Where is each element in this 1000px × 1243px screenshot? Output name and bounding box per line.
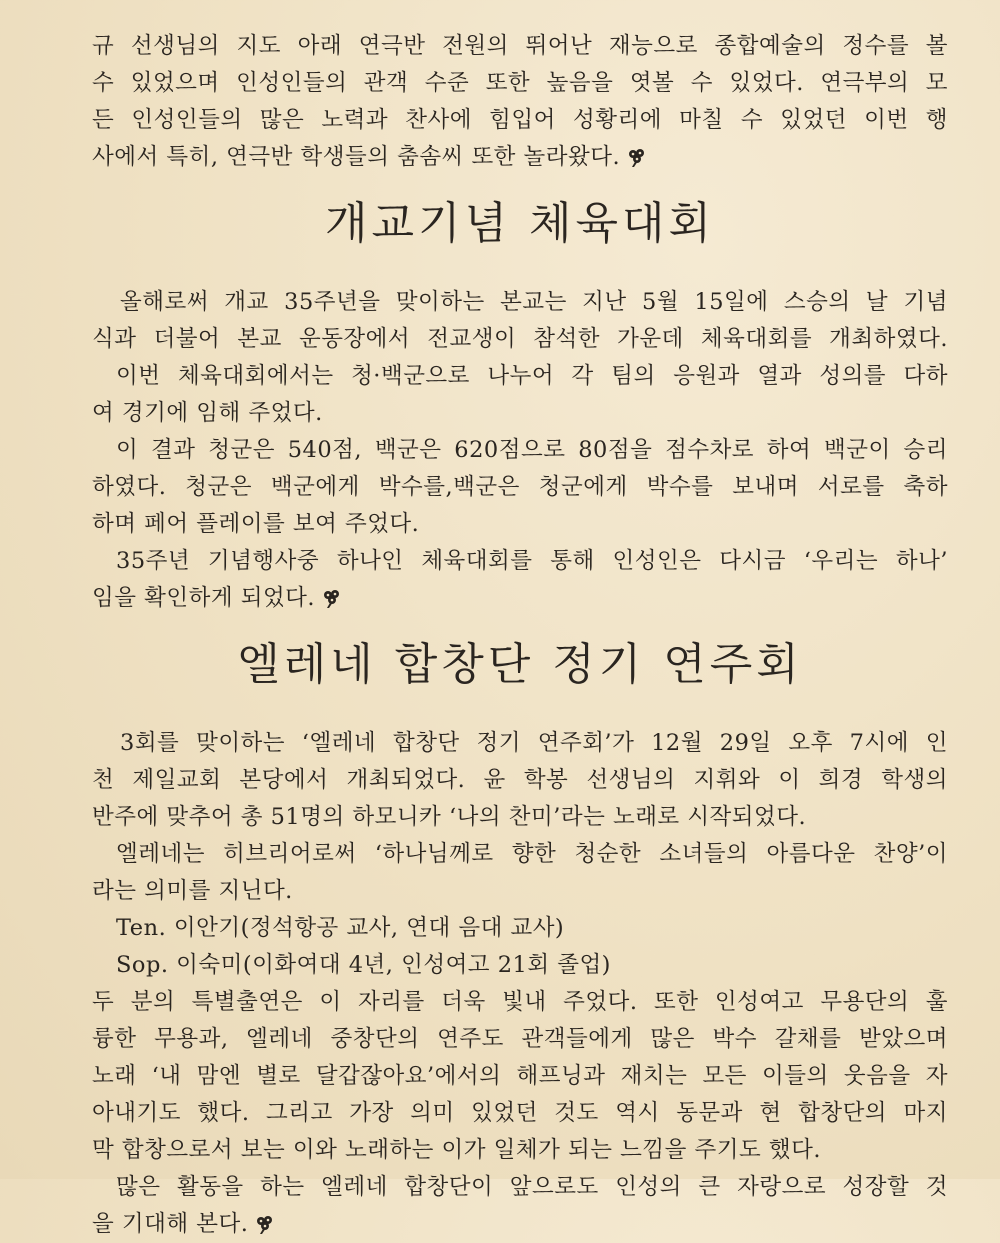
section-title-sports-day: 개교기념 체육대회 bbox=[324, 198, 716, 249]
section-title-choir-concert: 엘레네 합창단 정기 연주회 bbox=[237, 639, 803, 690]
body-line: 라는 의미를 지닌다. bbox=[92, 878, 293, 904]
body-line: 을 기대해 본다. bbox=[92, 1206, 948, 1243]
intro-line: 수 있었으며 인성인들의 관객 수준 또한 높음을 엿볼 수 있었다. 연극부의 모 bbox=[92, 70, 948, 96]
performer-line-tenor: Ten. 이안기(정석항공 교사, 연대 음대 교사) bbox=[116, 915, 565, 941]
body-line: 륭한 무용과, 엘레네 중창단의 연주도 관객들에게 많은 박수 갈채를 받았으며 bbox=[92, 1026, 948, 1052]
article-page bbox=[92, 28, 948, 1243]
body-line: 3회를 맞이하는 ‘엘레네 합창단 정기 연주회’가 12월 29일 오후 7시에 인 bbox=[120, 730, 948, 756]
body-line: 막 합창으로서 보는 이와 노래하는 이가 일체가 되는 느낌을 주기도 했다. bbox=[92, 1137, 821, 1163]
body-line: 반주에 맞추어 총 51명의 하모니카 ‘나의 찬미’라는 노래로 시작되었다. bbox=[92, 804, 807, 830]
body-line: 하였다. 청군은 백군에게 박수를,백군은 청군에게 박수를 보내며 서로를 축하 bbox=[92, 474, 948, 500]
intro-line: 사에서 특히, 연극반 학생들의 춤솜씨 또한 놀라왔다. bbox=[92, 139, 948, 176]
choir-concert-body bbox=[92, 725, 948, 1243]
body-line: 하며 페어 플레이를 보여 주었다. bbox=[92, 511, 420, 537]
body-line: 많은 활동을 하는 엘레네 합창단이 앞으로도 인성의 큰 자랑으로 성장할 것 bbox=[116, 1174, 948, 1200]
clover-ornament-icon bbox=[626, 147, 648, 167]
body-line: 35주년 기념행사중 하나인 체육대회를 통해 인성인은 다시금 ‘우리는 하나’ bbox=[116, 548, 948, 574]
clover-ornament-icon bbox=[321, 588, 343, 608]
body-line: 아내기도 했다. 그리고 가장 의미 있었던 것도 역시 동문과 현 합창단의 마지 bbox=[92, 1100, 948, 1126]
body-line: 엘레네는 히브리어로써 ‘하나님께로 향한 청순한 소녀들의 아름다운 찬양’이 bbox=[116, 841, 948, 867]
performer-line-soprano: Sop. 이숙미(이화여대 4년, 인성여고 21회 졸업) bbox=[116, 952, 611, 978]
intro-paragraph bbox=[92, 28, 948, 176]
intro-line: 든 인성인들의 많은 노력과 찬사에 힘입어 성황리에 마칠 수 있었던 이번 행 bbox=[92, 107, 948, 133]
intro-line: 규 선생님의 지도 아래 연극반 전원의 뛰어난 재능으로 종합예술의 정수를 볼 bbox=[92, 33, 948, 59]
body-line: 여 경기에 임해 주었다. bbox=[92, 400, 323, 426]
sports-day-body bbox=[92, 284, 948, 617]
body-line: 두 분의 특별출연은 이 자리를 더욱 빛내 주었다. 또한 인성여고 무용단의 훌 bbox=[92, 989, 948, 1015]
body-line: 천 제일교회 본당에서 개최되었다. 윤 학봉 선생님의 지휘와 이 희경 학생의 bbox=[92, 767, 948, 793]
body-line: 올해로써 개교 35주년을 맞이하는 본교는 지난 5월 15일에 스승의 날 기념 bbox=[120, 289, 948, 315]
body-line: 이번 체육대회에서는 청·백군으로 나누어 각 팀의 응원과 열과 성의를 다하 bbox=[116, 363, 948, 389]
body-line: 식과 더불어 본교 운동장에서 전교생이 참석한 가운데 체육대회를 개최하였다. bbox=[92, 326, 948, 352]
body-line: 임을 확인하게 되었다. bbox=[92, 580, 948, 617]
clover-ornament-icon bbox=[254, 1214, 276, 1234]
body-line: 이 결과 청군은 540점, 백군은 620점으로 80점을 점수차로 하여 백군이 승리 bbox=[116, 437, 948, 463]
body-line: 노래 ‘내 맘엔 별로 달갑잖아요’에서의 해프닝과 재치는 모든 이들의 웃음을 자 bbox=[92, 1063, 948, 1089]
